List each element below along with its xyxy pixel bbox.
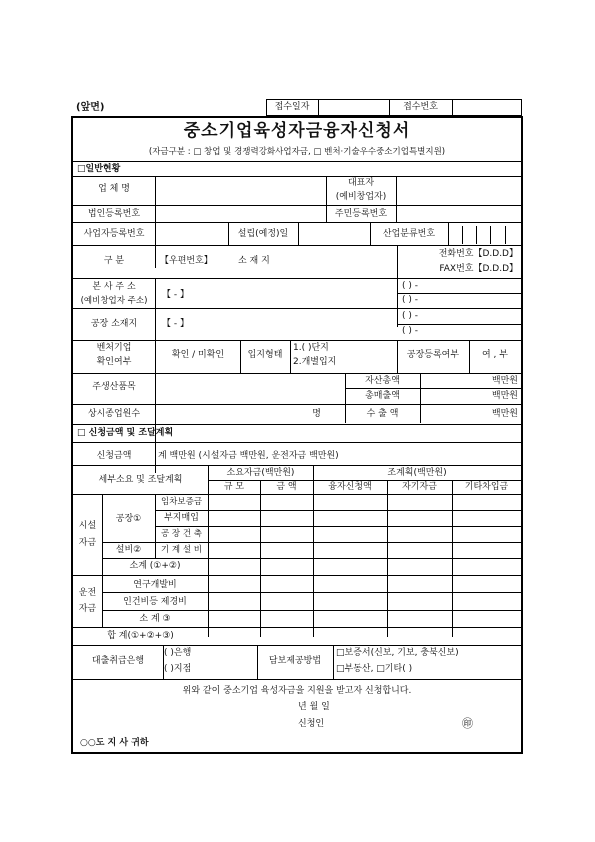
receipt-date-field[interactable]: [319, 100, 388, 115]
collateral-guarantee-option[interactable]: □보증서(신보, 기보, 충북신보): [336, 648, 459, 658]
funding-section-title: □ 신청금액 및 조달계획: [77, 428, 174, 438]
row-rnd: 연구개발비: [133, 580, 177, 590]
seal-mark: ㊞: [462, 717, 473, 730]
biz-reg-no-field[interactable]: [156, 223, 228, 244]
resident-reg-no-field[interactable]: [397, 206, 521, 221]
corp-reg-no-label: 법인등록번호: [87, 209, 141, 219]
addressee: ○○도 지 사 귀하: [80, 738, 149, 748]
applicant-label: 신청인: [298, 719, 325, 729]
employees-field[interactable]: 명: [312, 409, 321, 419]
factory-address-field[interactable]: [230, 309, 396, 339]
facility-sub-label: 자금: [78, 538, 97, 548]
company-name-label: 업 체 명: [98, 184, 130, 194]
application-statement: 위와 같이 중소기업 육성자금을 지원을 받고자 신청합니다.: [182, 686, 412, 696]
receipt-no-field[interactable]: [453, 100, 521, 115]
row-construction: 공 장 건 축: [161, 529, 202, 539]
page-side-label: (앞면): [76, 102, 105, 113]
procurement-header: 조계획(백만원): [387, 468, 447, 478]
receipt-date-label: 접수일자: [274, 102, 310, 112]
hq-address-field[interactable]: [230, 279, 396, 307]
required-funds-header: 소요자금(백만원): [226, 468, 295, 478]
plan-label: 세부소요 및 조달계획: [98, 475, 183, 485]
category-label: 구 분: [103, 256, 125, 266]
row-machinery: 기 계 설 비: [161, 545, 202, 555]
postal-code-label: 【우편번호】: [160, 256, 213, 266]
grand-total-field[interactable]: [209, 628, 521, 644]
total-sales-field[interactable]: 백만원: [491, 391, 518, 401]
hq-address-label: 본 사 주 소: [92, 282, 136, 292]
hq-fax-field[interactable]: ( ) -: [402, 295, 418, 305]
bank-name-field[interactable]: ( )은행: [164, 648, 192, 658]
application-date[interactable]: 년 월 일: [298, 702, 330, 712]
factory-address-label: 공장 소재지: [90, 319, 138, 329]
total-sales-label: 총매출액: [365, 391, 400, 401]
col-loan: 융자신청액: [328, 482, 372, 492]
location-label: 소 재 지: [238, 256, 270, 266]
main-product-label: 주생산품목: [92, 382, 136, 392]
factory-fax-field[interactable]: ( ) -: [402, 326, 418, 336]
representative-sub-label: (예비창업자): [335, 192, 387, 202]
fund-type-line: (자금구분 : □ 창업 및 경쟁력강화사업자금, □ 벤처·기술우수중소기업특별지원): [148, 147, 446, 157]
exports-label: 수 출 액: [366, 409, 399, 419]
form-title: 중소기업육성자금융자신청서: [183, 121, 411, 141]
hq-address-sub-label: (예비창업자 주소): [80, 296, 148, 306]
factory-phone-field[interactable]: ( ) -: [402, 311, 418, 321]
applicant-field[interactable]: [340, 716, 460, 731]
total-assets-label: 자산총액: [365, 376, 400, 386]
employees-label: 상시종업원수: [87, 409, 141, 419]
est-date-label: 설립(예정)일: [237, 229, 289, 239]
branch-name-field[interactable]: ( )지점: [164, 664, 192, 674]
facility-label: 시설: [78, 521, 97, 531]
request-amount-label: 신청금액: [96, 451, 132, 461]
venture-label: 벤처기업: [96, 343, 132, 353]
factory-reg-option[interactable]: 여 , 부: [482, 350, 508, 360]
row-facility-subtotal: 소계 (①+②): [129, 561, 181, 571]
collateral-label: 담보제공방법: [268, 656, 322, 666]
representative-field[interactable]: [397, 177, 521, 205]
operating-sub-label: 자금: [78, 604, 97, 614]
col-amount: 금 액: [276, 482, 297, 492]
exports-field[interactable]: 백만원: [491, 409, 518, 419]
fax-label: FAX번호【D.D.D】: [439, 264, 518, 274]
bank-label: 대출취급은행: [91, 656, 145, 666]
factory-subgroup-label: 공장①: [115, 514, 142, 524]
representative-label: 대표자: [347, 178, 375, 188]
industry-code-label: 산업분류번호: [382, 229, 436, 239]
col-own: 자기자금: [402, 482, 437, 492]
hq-phone-field[interactable]: ( ) -: [402, 281, 418, 291]
col-other: 기타차입금: [464, 482, 509, 492]
row-operating-subtotal: 소 계 ③: [139, 614, 171, 624]
company-name-field[interactable]: [156, 177, 326, 205]
est-date-field[interactable]: [299, 223, 369, 244]
site-option-complex[interactable]: 1.( )단지: [293, 343, 329, 353]
row-land-deposit: 임차보증금: [160, 497, 203, 507]
general-section-title: □일반현황: [77, 164, 121, 174]
total-assets-field[interactable]: 백만원: [491, 376, 518, 386]
request-amount-field[interactable]: 계 백만원 (시설자금 백만원, 운전자금 백만원): [158, 451, 339, 461]
venture-confirm-option[interactable]: 확인 / 미확인: [171, 350, 225, 360]
resident-reg-no-label: 주민등록번호: [334, 209, 388, 219]
biz-reg-no-label: 사업자등록번호: [83, 229, 145, 239]
main-product-field[interactable]: [156, 374, 345, 404]
site-type-label: 입지형태: [247, 350, 283, 360]
corp-reg-no-field[interactable]: [156, 206, 326, 221]
receipt-no-label: 접수번호: [403, 102, 438, 112]
row-labor: 인건비등 제경비: [123, 597, 187, 607]
equipment-subgroup-label: 설비②: [115, 545, 142, 555]
col-scale: 규 모: [223, 482, 245, 492]
funding-entry-grid[interactable]: [209, 495, 521, 626]
industry-code-field[interactable]: [449, 226, 521, 244]
row-land-purchase: 부지매입: [164, 513, 199, 523]
factory-postal-bracket: 【 - 】: [162, 319, 189, 329]
phone-label: 전화번호【D.D.D】: [438, 249, 518, 259]
site-option-individual[interactable]: 2.개별입지: [293, 357, 337, 367]
collateral-property-option[interactable]: □부동산, □기타( ): [336, 664, 413, 674]
venture-sub-label: 확인여부: [96, 357, 132, 367]
operating-label: 운전: [78, 588, 97, 598]
row-grand-total: 합 계(①+②+③): [107, 631, 174, 641]
hq-postal-bracket: 【 - 】: [162, 290, 189, 300]
factory-reg-label: 공장등록여부: [406, 350, 460, 360]
